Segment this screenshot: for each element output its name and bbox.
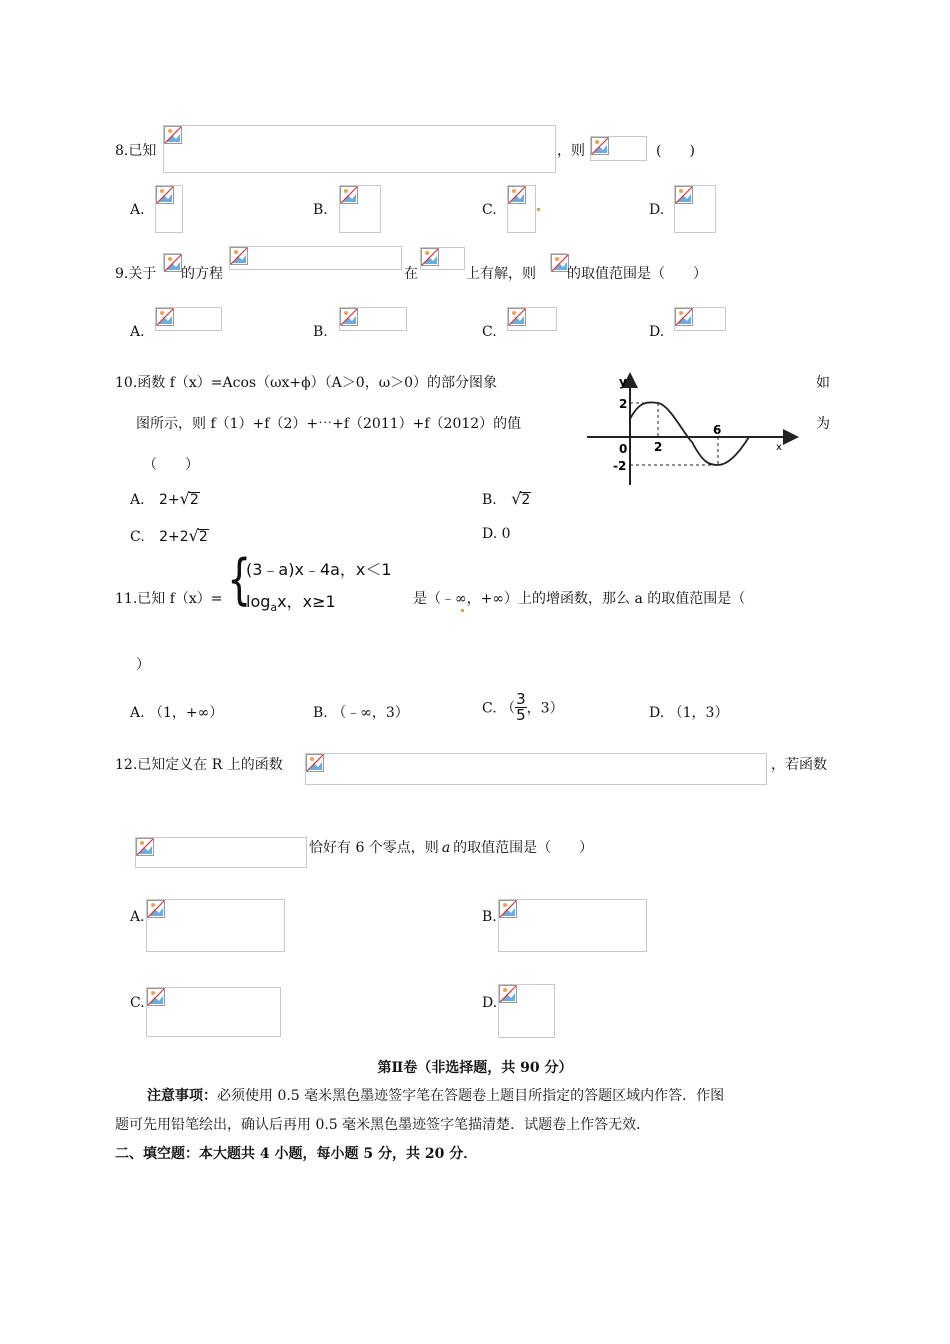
q9-text-3: 在 (404, 266, 418, 282)
broken-image-icon (136, 838, 154, 856)
q8-option-d-label: D. (649, 202, 665, 218)
cosine-curve (630, 402, 749, 465)
q10-option-c: C. 2+2√2 (130, 526, 208, 545)
q9-option-d-label: D. (649, 324, 665, 340)
q9-option-c-image (507, 307, 557, 331)
q10-option-a-radicand: 2 (189, 492, 199, 508)
fraction-denominator: 5 (516, 706, 526, 724)
broken-image-icon (230, 247, 248, 265)
q12-variable-a: a (441, 840, 451, 856)
q8-option-a-image (155, 185, 183, 233)
broken-image-icon (675, 308, 693, 326)
q8-option-b-image (339, 185, 381, 233)
q12-function-g-image (135, 837, 307, 868)
part-two-title: 第Ⅱ卷（非选择题，共 90 分） (377, 1060, 573, 1076)
q12-tail: ，若函数 (771, 757, 827, 773)
broken-image-icon (499, 985, 517, 1003)
q12-option-c-label: C. (130, 995, 145, 1011)
q10-line-1-end: 如 (816, 375, 830, 391)
graph-tick-2: 2 (619, 397, 628, 411)
q9-option-c-label: C. (482, 324, 497, 340)
q10-option-c-radicand: 2 (198, 529, 208, 545)
broken-image-icon (147, 900, 165, 918)
q9-text-4: 上有解，则 (466, 266, 536, 282)
graph-tick-neg2: -2 (613, 459, 627, 473)
graph-origin: 0 (619, 442, 628, 456)
broken-image-icon (675, 186, 693, 204)
q8-option-a-label: A. (130, 202, 145, 218)
q9-text-1: 9.关于 (115, 266, 157, 282)
q11-option-b: B. （﹣∞，3） (313, 705, 409, 721)
q9-option-b-label: B. (313, 324, 328, 340)
q10-option-c-value: 2+2 (159, 529, 189, 545)
q12-option-a-image (146, 899, 285, 952)
q11-case-1: (3﹣a)x﹣4a，x＜1 (246, 560, 392, 579)
orange-mark (537, 208, 540, 211)
q8-option-c-label: C. (482, 202, 497, 218)
graph-y-label: y (619, 375, 627, 389)
q12-lead: 12.已知定义在 R 上的函数 (115, 757, 283, 773)
q9-option-d-image (674, 307, 726, 331)
q11-case-2-base: a (270, 601, 278, 615)
q10-line-2-end: 为 (816, 416, 830, 432)
q11-close-paren: ） (136, 657, 150, 673)
notice-text-1: 必须使用 0.5 毫米黑色墨迹签字笔在答题卷上题目所指定的答题区域内作答．作图 (217, 1088, 725, 1104)
fraction-numerator: 3 (516, 690, 526, 708)
q8-formula-image (163, 125, 556, 173)
q11-case-2-rest: x，x≥1 (277, 592, 336, 611)
broken-image-icon (421, 248, 439, 266)
broken-image-icon (340, 186, 358, 204)
q12-option-a-label: A. (130, 909, 145, 925)
notice-line-1 (147, 1085, 724, 1105)
q10-line-2: 图所示，则 f（1）+f（2）+⋯+f（2011）+f（2012）的值 (136, 416, 522, 432)
q11-option-c (482, 692, 564, 723)
q10-line-1: 10.函数 f（x）=Acos（ωx+ϕ）（A＞0，ω＞0）的部分图象 (115, 375, 498, 391)
q9-text-5: 的取值范围是（ ） (567, 266, 707, 282)
q11-option-c-post: ，3） (526, 700, 564, 717)
q11-option-d: D. （1，3） (649, 705, 729, 721)
graph-tick-x6: 6 (713, 423, 722, 437)
notice-line-2: 题可先用铅笔绘出，确认后再用 0.5 毫米黑色墨迹签字笔描清楚．试题卷上作答无效． (115, 1117, 651, 1133)
q9-option-a-image (155, 307, 222, 331)
q10-option-a-label: A. (130, 492, 145, 508)
broken-image-icon (591, 137, 609, 155)
q9-param-image (550, 253, 567, 270)
q10-option-a: A. 2+√2 (130, 489, 199, 508)
q11-case-2-log: log (246, 592, 271, 611)
broken-image-icon (340, 308, 358, 326)
q10-option-b: B. √2 (482, 489, 531, 508)
q12-option-d-image (498, 984, 555, 1038)
q12-option-d-label: D. (482, 995, 498, 1011)
q12-line-2-text: 恰好有 6 个零点，则 (309, 840, 439, 856)
q10-option-a-value: 2+ (159, 492, 180, 508)
broken-image-icon (156, 308, 174, 326)
q10-option-b-label: B. (482, 492, 497, 508)
notice-label: 注意事项： (147, 1088, 217, 1104)
q12-option-c-image (146, 987, 281, 1037)
q11-option-c-fraction (515, 692, 527, 723)
q11-lead: 11.已知 f（x）= (115, 591, 223, 607)
graph-tick-x2: 2 (654, 440, 663, 454)
orange-mark (461, 609, 464, 612)
q8-option-d-image (674, 185, 716, 233)
q10-answer-paren: （ ） (143, 457, 199, 473)
section-heading: 二、填空题：本大题共 4 小题，每小题 5 分，共 20 分． (115, 1146, 478, 1162)
broken-image-icon (164, 254, 182, 272)
q11-option-a: A. （1，+∞） (130, 705, 224, 721)
q12-line-2-end: 的取值范围是（ ） (453, 840, 594, 856)
q10-option-b-radicand: 2 (521, 492, 531, 508)
broken-image-icon (164, 126, 182, 144)
broken-image-icon (147, 988, 165, 1006)
q12-option-b-label: B. (482, 909, 497, 925)
q8-option-b-label: B. (313, 202, 328, 218)
q9-interval-image (420, 247, 465, 270)
q12-function-image (305, 753, 767, 785)
q8-then: ，则 (557, 143, 585, 159)
q9-option-a-label: A. (130, 324, 145, 340)
q8-answer-paren: ( ) (656, 143, 695, 159)
q9-variable-image (163, 253, 181, 271)
q9-equation-image (229, 246, 402, 270)
q8-option-c-image (507, 185, 536, 233)
q8-expression-image (590, 136, 647, 161)
q12-line-2 (309, 837, 593, 857)
broken-image-icon (306, 754, 324, 772)
q11-option-c-pre: C. （ (482, 700, 516, 717)
piecewise-brace: { (227, 548, 252, 611)
q11-case-2 (246, 589, 336, 614)
graph-x-label: x (776, 442, 782, 453)
broken-image-icon (499, 900, 517, 918)
broken-image-icon (156, 186, 174, 204)
broken-image-icon (508, 308, 526, 326)
q10-option-d: D. 0 (482, 526, 511, 542)
q8-lead: 8.已知 (115, 143, 157, 159)
q9-option-b-image (339, 307, 407, 331)
q12-option-b-image (498, 899, 647, 952)
broken-image-icon (508, 186, 526, 204)
q10-option-c-label: C. (130, 529, 145, 545)
q11-statement: 是（﹣∞，+∞）上的增函数，那么 a 的取值范围是（ (413, 591, 746, 607)
q10-cosine-graph (585, 368, 800, 488)
q9-text-2: 的方程 (181, 266, 223, 282)
